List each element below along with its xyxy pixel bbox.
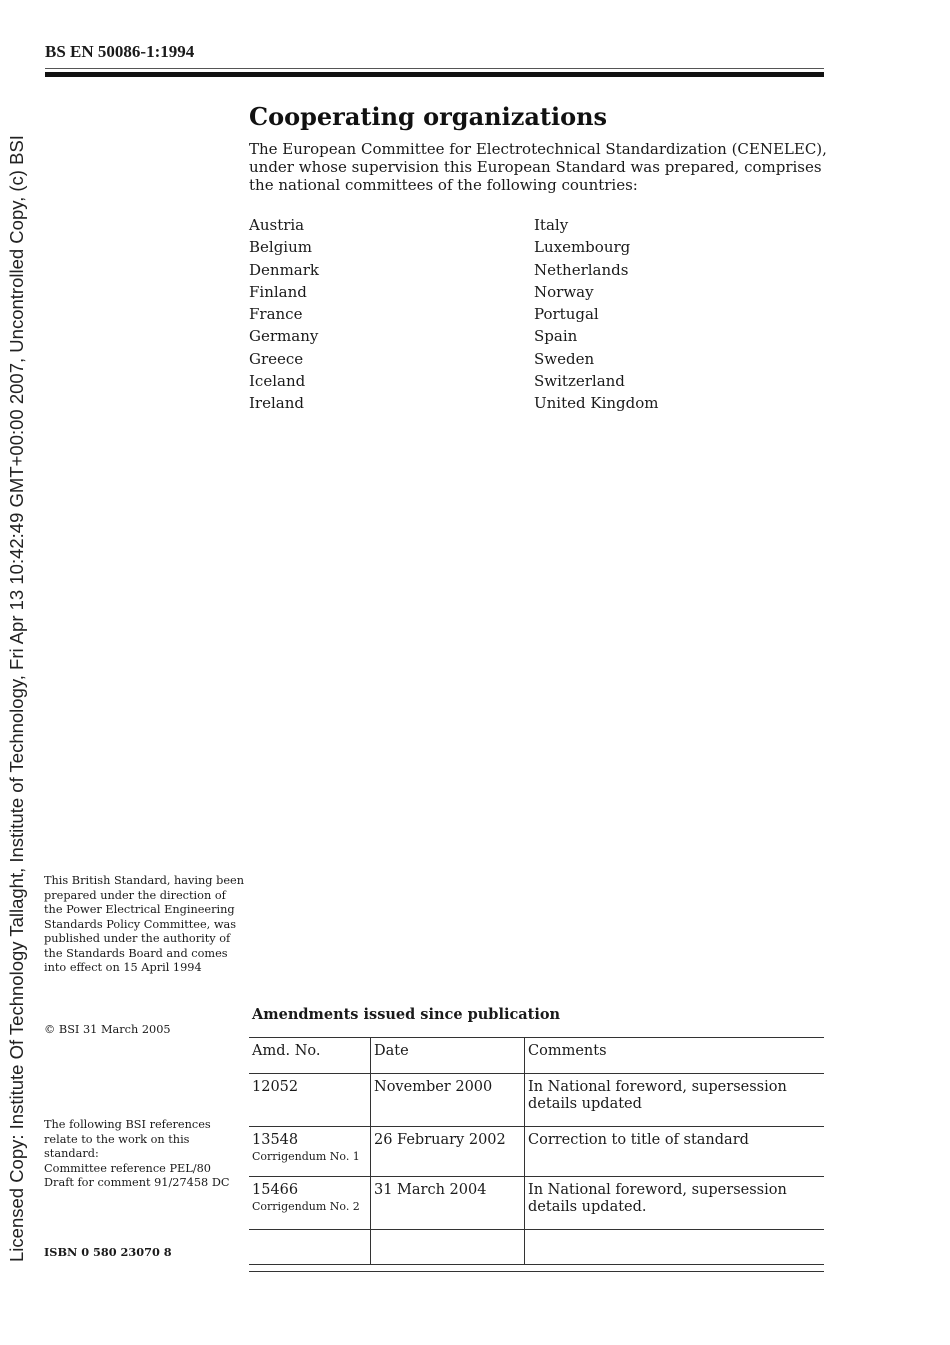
amd-date: November 2000 bbox=[371, 1074, 525, 1127]
country-item: Switzerland bbox=[534, 372, 625, 391]
header-rule-thin bbox=[45, 68, 824, 69]
intro-paragraph: The European Committee for Electrotechnical Standardization (CENELEC), under whose supervision this European Standard was prepared, comprises the national committees of the following countries: bbox=[249, 140, 827, 194]
amd-no: 13548 bbox=[252, 1132, 299, 1148]
empty-cell bbox=[525, 1230, 825, 1265]
amd-comments: Correction to title of standard bbox=[525, 1127, 825, 1177]
country-list-right bbox=[534, 215, 659, 416]
amd-no: 12052 bbox=[252, 1079, 299, 1095]
country-item: United Kingdom bbox=[534, 394, 659, 413]
standard-id: BS EN 50086-1:1994 bbox=[45, 42, 195, 61]
publication-statement bbox=[44, 874, 244, 976]
copyright-text: © BSI 31 March 2005 bbox=[44, 1023, 171, 1036]
amd-no-cell bbox=[249, 1127, 371, 1177]
country-item: Luxembourg bbox=[534, 238, 631, 257]
amd-no-cell bbox=[249, 1074, 371, 1127]
country-item: Norway bbox=[534, 282, 594, 301]
draft-reference: Draft for comment 91/27458 DC bbox=[44, 1176, 230, 1189]
corrigendum-note: Corrigendum No. 1 bbox=[252, 1150, 360, 1163]
country-list-left bbox=[249, 215, 319, 416]
header-rule-thick bbox=[45, 72, 824, 77]
amd-comments: In National foreword, supersession details updated bbox=[525, 1074, 825, 1127]
header-date: Date bbox=[371, 1038, 525, 1074]
header-amd-no: Amd. No. bbox=[249, 1038, 371, 1074]
bsi-references bbox=[44, 1118, 244, 1191]
country-item: Sweden bbox=[534, 349, 595, 368]
copyright-block bbox=[44, 1023, 244, 1038]
table-header-row bbox=[249, 1038, 824, 1074]
table-row bbox=[249, 1074, 824, 1127]
amendments-table bbox=[249, 1037, 824, 1265]
corrigendum-note: Corrigendum No. 2 bbox=[252, 1200, 360, 1213]
country-item: Netherlands bbox=[534, 260, 629, 279]
committee-reference: Committee reference PEL/80 bbox=[44, 1161, 211, 1175]
country-item: Italy bbox=[534, 216, 569, 234]
country-item: Ireland bbox=[249, 394, 304, 413]
country-item: Germany bbox=[249, 327, 319, 346]
amd-no-cell bbox=[249, 1177, 371, 1230]
country-item: Austria bbox=[249, 216, 305, 234]
country-item: Iceland bbox=[249, 372, 306, 391]
country-item: France bbox=[249, 305, 303, 324]
license-watermark: Licensed Copy: Institute Of Technology Tallaght, Institute of Technology, Fri Apr 13 10:42:49 GMT+00:00 2007, Uncontrolled Copy, (c) BSI bbox=[6, 135, 27, 1262]
amd-date: 31 March 2004 bbox=[371, 1177, 525, 1230]
country-item: Portugal bbox=[534, 305, 599, 324]
empty-cell bbox=[249, 1230, 371, 1265]
country-item: Greece bbox=[249, 349, 304, 368]
references-intro: The following BSI references relate to the work on this standard: bbox=[44, 1118, 211, 1160]
table-row-empty bbox=[249, 1230, 824, 1265]
page-title: Cooperating organizations bbox=[249, 102, 608, 131]
country-item: Spain bbox=[534, 327, 578, 346]
table-row bbox=[249, 1127, 824, 1177]
bottom-rule bbox=[249, 1271, 824, 1272]
publication-statement-text: This British Standard, having been prepared under the direction of the Power Electrical Engineering Standards Policy Committee, was published under the authority of the Standards Board and comes into effect on 15 April 1994 bbox=[44, 874, 244, 974]
header-comments: Comments bbox=[525, 1038, 825, 1074]
country-item: Belgium bbox=[249, 238, 312, 257]
table-row bbox=[249, 1177, 824, 1230]
country-item: Denmark bbox=[249, 260, 319, 279]
empty-cell bbox=[371, 1230, 525, 1265]
amd-comments: In National foreword, supersession details updated. bbox=[525, 1177, 825, 1230]
amd-date: 26 February 2002 bbox=[371, 1127, 525, 1177]
isbn: ISBN 0 580 23070 8 bbox=[44, 1245, 172, 1259]
amendments-title: Amendments issued since publication bbox=[252, 1006, 561, 1023]
country-item: Finland bbox=[249, 282, 307, 301]
amd-no: 15466 bbox=[252, 1182, 299, 1198]
